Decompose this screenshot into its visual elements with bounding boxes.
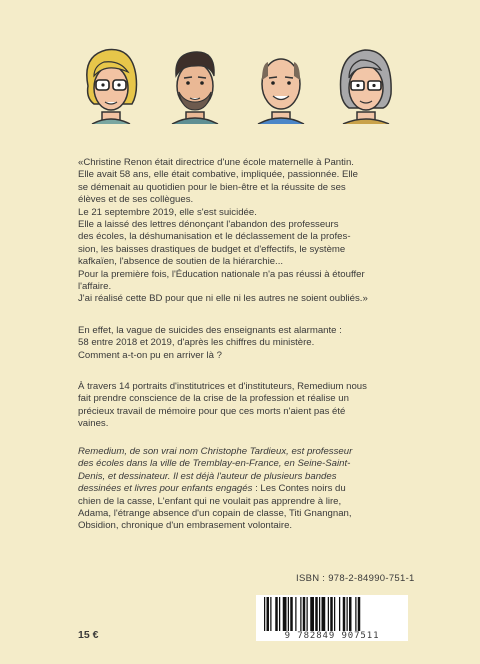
barcode-bar <box>330 597 333 631</box>
barcode-bar <box>267 597 270 631</box>
quote-line: Le 21 septembre 2019, elle s'est suicidée. <box>78 206 257 218</box>
bio-line <box>78 483 406 495</box>
bearded-man-portrait-icon <box>160 36 230 124</box>
barcode-bar <box>275 597 278 631</box>
barcode-bar <box>322 597 326 631</box>
quote-line: des écoles, la déshumanisation et le déclassement de la profes- <box>78 231 351 243</box>
bio-line: chien de la casse, L'enfant qui ne voulait pas apprendre à lire, <box>78 495 342 507</box>
author-bio <box>78 446 406 533</box>
barcode-bar <box>358 597 361 631</box>
barcode-number: 9 782849 907511 <box>256 631 408 641</box>
quote-line: élèves et de ses collègues. <box>78 194 194 206</box>
paragraph-line: À travers 14 portraits d'institutrices et d'instituteurs, Remedium nous <box>78 381 367 392</box>
barcode-bar <box>328 597 329 631</box>
bio-line: Denis, et dessinateur. Il est déjà l'auteur de plusieurs bandes <box>78 470 337 482</box>
bio-fragment: : Les Contes noirs du <box>252 483 346 495</box>
barcode-bar <box>264 597 265 631</box>
quote-line: Elle a laissé des lettres dénonçant l'abandon des professeurs <box>78 219 339 231</box>
isbn-label: ISBN : 978-2-84990-751-1 <box>296 573 415 584</box>
quote-line: «Christine Renon était directrice d'une école maternelle à Pantin. <box>78 157 354 168</box>
barcode-bar <box>279 597 280 631</box>
paragraph-line: vaines. <box>78 418 109 430</box>
bald-man-portrait-icon <box>246 36 316 124</box>
barcode-bar <box>300 597 301 631</box>
barcode-bar <box>334 597 335 631</box>
price-label: 15 € <box>78 629 99 641</box>
barcode-bar <box>283 597 287 631</box>
barcode-bar <box>303 597 306 631</box>
quote-line: l'affaire. <box>78 281 112 293</box>
bio-line: des écoles dans la ville de Tremblay-en-France, en Seine-Saint- <box>78 458 351 470</box>
paragraph-line: précieux travail de mémoire pour que ces morts n'aient pas été <box>78 405 346 417</box>
portraits-row <box>76 36 396 124</box>
barcode-bar <box>339 597 340 631</box>
barcode-bar <box>288 597 289 631</box>
paragraph-line: fait prendre conscience de la crise de la profession et réalise un <box>78 393 349 405</box>
barcode-bar <box>315 597 318 631</box>
barcode-bar <box>307 597 308 631</box>
paragraph-line: 58 entre 2018 et 2019, d'après les chiffres du ministère. <box>78 337 315 349</box>
bio-italic-fragment: dessinées et livres pour enfants engagés <box>78 483 253 495</box>
barcode-bar <box>295 597 296 631</box>
statistics-paragraph <box>78 325 406 362</box>
quote-line: sion, les baisses drastiques de budget et d'effectifs, le système <box>78 243 346 255</box>
quote-line: Pour la première fois, l'Éducation nationale n'a pas réussi à étouffer <box>78 268 365 280</box>
barcode-bar <box>347 597 348 631</box>
quote-line: se démenait au quotidien pour le bien-être et la réussite de ses <box>78 181 346 193</box>
barcode-bar <box>355 597 356 631</box>
barcode-bar <box>349 597 352 631</box>
barcode <box>256 595 408 643</box>
bio-line: Obsidion, chronique d'un embrasement volontaire. <box>78 520 293 532</box>
barcode-bar <box>310 597 314 631</box>
summary-paragraph <box>78 381 406 431</box>
gray-haired-woman-portrait-icon <box>331 36 401 124</box>
quote-line: Elle avait 58 ans, elle était combative, impliquée, passionnée. Elle <box>78 169 358 181</box>
bio-line: Adama, l'étrange absence d'un copain de classe, Titi Gnangnan, <box>78 508 352 520</box>
paragraph-line: En effet, la vague de suicides des enseignants est alarmante : <box>78 325 342 336</box>
bio-line: Remedium, de son vrai nom Christophe Tardieux, est professeur <box>78 446 353 457</box>
woman-glasses-portrait-icon <box>76 36 146 124</box>
paragraph-line: Comment a-t-on pu en arriver là ? <box>78 349 222 361</box>
barcode-bar <box>290 597 293 631</box>
quote-line: J'ai réalisé cette BD pour que ni elle ni les autres ne soient oubliés.» <box>78 293 368 305</box>
quote-line: kafkaïen, l'absence de soutien de la hiérarchie... <box>78 256 284 268</box>
barcode-bar <box>270 597 271 631</box>
barcode-bars-icon <box>256 595 408 633</box>
quote-block <box>78 157 406 306</box>
barcode-bar <box>319 597 320 631</box>
barcode-bar <box>343 597 346 631</box>
